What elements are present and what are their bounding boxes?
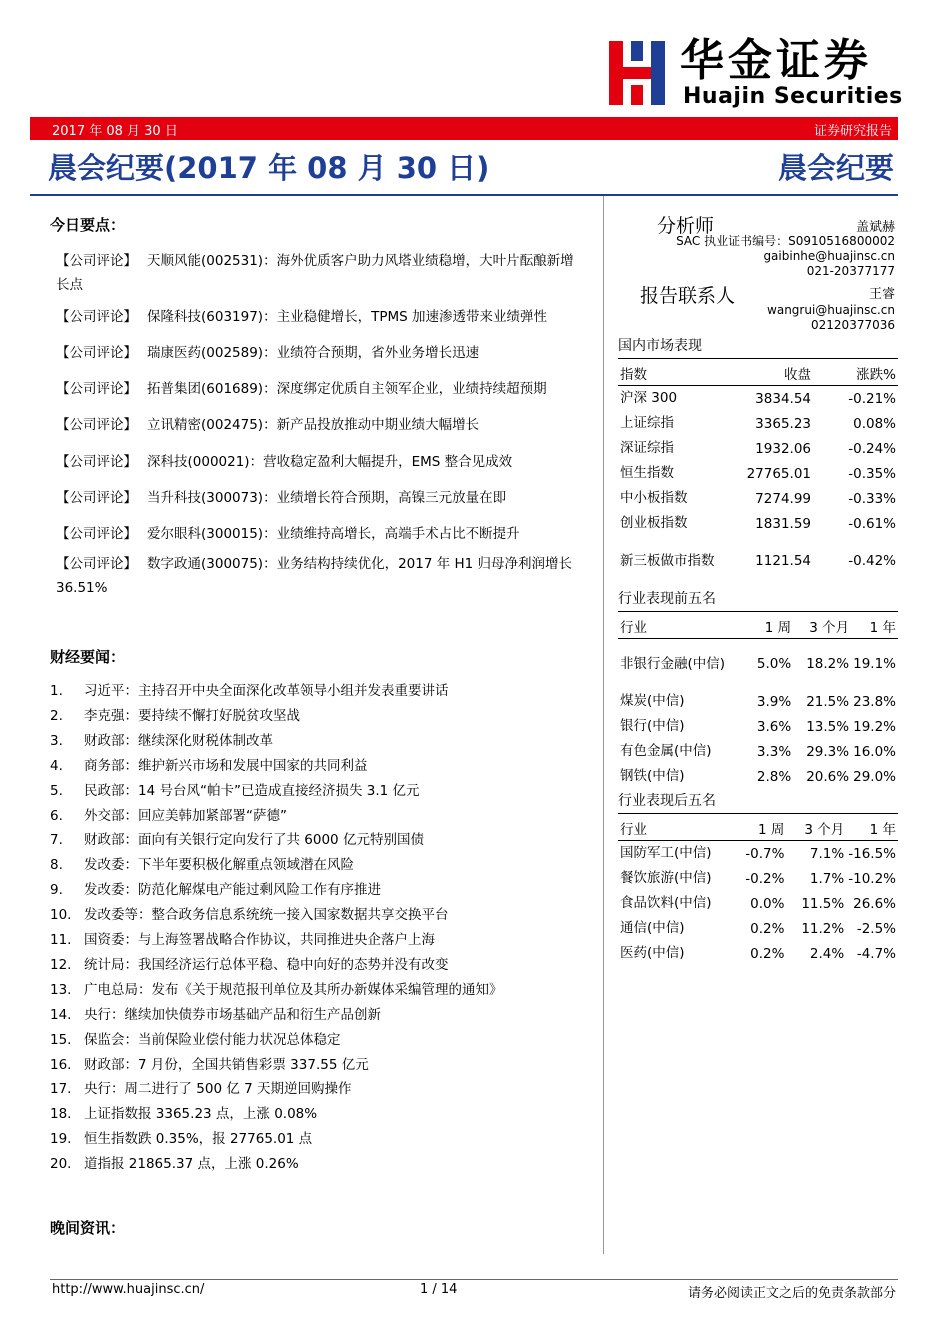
table-cell: 26.6% — [853, 895, 896, 912]
highlight-item — [56, 377, 584, 401]
table-header-cell: 指数 — [618, 360, 733, 386]
analyst-cert: SAC 执业证书编号：S0910516800002 — [676, 234, 895, 248]
industry-bottom-title: 行业表现后五名 — [618, 789, 898, 814]
highlight-item — [56, 249, 584, 297]
table-cell: -0.35% — [848, 465, 896, 482]
table-cell: 13.5% — [806, 718, 850, 735]
highlight-item — [56, 341, 584, 365]
news-number: 20. — [50, 1156, 72, 1173]
highlight-text[interactable]: 天顺风能(002531)：海外优质客户助力风塔业绩稳增，大叶片酝酿新增长点 — [56, 253, 574, 293]
table-cell: 3.3% — [756, 743, 792, 760]
news-item[interactable] — [50, 1102, 317, 1127]
highlight-tag: 【公司评论】 — [56, 417, 137, 433]
table-cell: 有色金属(中信) — [620, 743, 712, 759]
highlight-text[interactable]: 瑞康医药(002589)：业绩符合预期，省外业务增长迅速 — [147, 345, 480, 361]
table-cell: 7274.99 — [755, 490, 811, 507]
table-header-cell: 3 个月 — [786, 815, 846, 841]
highlight-text[interactable]: 立讯精密(002475)：新产品投放推动中期业绩大幅增长 — [147, 417, 480, 433]
table-cell: -0.61% — [848, 515, 896, 532]
table-cell: 19.2% — [853, 718, 896, 735]
table-row — [618, 386, 898, 412]
column-divider — [603, 196, 604, 1254]
analyst-label: 分析师 — [657, 215, 715, 237]
highlight-text[interactable]: 深科技(000021)：营收稳定盈利大幅提升，EMS 整合见成效 — [147, 454, 513, 470]
news-text: 央行：继续加快债券市场基础产品和衍生产品创新 — [84, 1006, 381, 1023]
table-row — [618, 486, 898, 511]
table-cell: 国防军工(中信) — [620, 845, 712, 861]
news-item[interactable] — [50, 828, 424, 853]
news-item[interactable] — [50, 1053, 369, 1078]
contact-label: 报告联系人 — [640, 285, 736, 307]
contact-phone: 02120377036 — [811, 318, 895, 332]
contact-email[interactable]: wangrui@huajinsc.cn — [767, 303, 895, 317]
news-item[interactable] — [50, 978, 503, 1003]
news-item[interactable] — [50, 1127, 312, 1152]
news-item[interactable] — [50, 779, 420, 804]
table-cell: 中小板指数 — [620, 490, 688, 506]
table-cell: 11.5% — [801, 895, 845, 912]
table-cell: 3365.23 — [755, 415, 811, 432]
table-header-row — [618, 613, 898, 639]
table-cell: -0.2% — [745, 870, 785, 887]
table-cell: 20.6% — [806, 768, 850, 785]
news-text: 财政部：7 月份，全国共销售彩票 337.55 亿元 — [84, 1056, 369, 1073]
table-row — [618, 866, 898, 891]
table-cell: 通信(中信) — [620, 920, 685, 936]
table-cell: 23.8% — [853, 693, 896, 710]
table-header-cell: 行业 — [618, 613, 747, 639]
news-text: 央行：周二进行了 500 亿 7 天期逆回购操作 — [84, 1081, 352, 1098]
table-row — [618, 764, 898, 789]
news-number: 8. — [50, 857, 63, 874]
highlight-tag: 【公司评论】 — [56, 454, 137, 470]
news-text: 商务部：维护新兴市场和发展中国家的共同利益 — [84, 757, 368, 774]
table-cell: 食品饮料(中信) — [620, 895, 712, 911]
table-header-cell: 1 周 — [735, 815, 787, 841]
table-row — [618, 511, 898, 536]
highlights-heading: 今日要点： — [50, 216, 126, 234]
highlight-tag: 【公司评论】 — [56, 345, 137, 361]
news-item[interactable] — [50, 1028, 341, 1053]
news-item[interactable] — [50, 1152, 299, 1177]
news-number: 13. — [50, 981, 72, 998]
highlight-item — [56, 486, 584, 510]
table-cell: 1121.54 — [755, 553, 811, 569]
news-text: 上证指数报 3365.23 点，上涨 0.08% — [84, 1106, 318, 1123]
news-item[interactable] — [50, 804, 287, 829]
highlight-item — [56, 450, 584, 474]
table-cell: 新三板做市指数 — [620, 552, 715, 569]
news-number: 4. — [50, 757, 63, 774]
table-header-cell: 涨跌% — [813, 360, 898, 386]
table-row — [618, 639, 898, 690]
table-cell: 0.2% — [750, 945, 785, 962]
table-cell: 11.2% — [801, 920, 845, 937]
table-cell: 1831.59 — [755, 515, 811, 532]
highlight-tag: 【公司评论】 — [56, 309, 137, 325]
table-row — [618, 689, 898, 714]
news-item[interactable] — [50, 853, 354, 878]
table-cell: 0.2% — [750, 920, 785, 937]
highlight-text[interactable]: 拓普集团(601689)：深度绑定优质自主领军企业，业绩持续超预期 — [147, 381, 547, 397]
news-item[interactable] — [50, 903, 449, 928]
highlight-item — [56, 413, 584, 437]
table-row — [618, 941, 898, 966]
report-type: 证券研究报告 — [813, 124, 892, 139]
news-item[interactable] — [50, 878, 381, 903]
table-cell: 银行(中信) — [620, 718, 685, 734]
news-number: 5. — [50, 782, 63, 799]
analyst-name: 盖斌赫 — [855, 220, 895, 235]
table-cell: -10.2% — [848, 870, 896, 887]
table-cell: 1.7% — [809, 870, 845, 887]
date-bar — [30, 117, 898, 140]
contact-name: 王睿 — [868, 287, 895, 302]
news-number: 2. — [50, 707, 63, 724]
news-item[interactable] — [50, 754, 368, 779]
table-cell: 餐饮旅游(中信) — [620, 870, 712, 886]
finance-news-heading: 财经要闻： — [50, 648, 126, 666]
table-header-cell: 1 年 — [851, 613, 898, 639]
highlight-tag: 【公司评论】 — [56, 556, 137, 572]
news-number: 3. — [50, 732, 63, 749]
news-item[interactable] — [50, 953, 449, 978]
highlight-text[interactable]: 数字政通(300075)：业务结构持续优化，2017 年 H1 归母净利润增长 36.51% — [56, 556, 573, 596]
table-cell: 创业板指数 — [620, 515, 688, 531]
logo-chinese-name: 华金证券 — [680, 35, 872, 86]
table-cell: 钢铁(中信) — [620, 768, 685, 784]
table-row — [618, 841, 898, 867]
news-number: 1. — [50, 683, 63, 699]
table-cell: -0.33% — [848, 490, 896, 507]
table-header-cell: 收盘 — [733, 360, 813, 386]
news-text: 统计局：我国经济运行总体平稳、稳中向好的态势并没有改变 — [84, 956, 449, 973]
table-cell: 恒生指数 — [620, 465, 674, 481]
highlight-item — [56, 305, 584, 329]
table-cell: -16.5% — [848, 845, 896, 862]
industry-top-title: 行业表现前五名 — [618, 587, 898, 612]
news-text: 广电总局：发布《关于规范报刊单位及其所办新媒体采编管理的通知》 — [84, 981, 503, 998]
table-row — [618, 436, 898, 461]
table-cell: 医药(中信) — [620, 945, 685, 961]
table-cell: -4.7% — [856, 945, 896, 962]
table-row — [618, 461, 898, 486]
industry-top-table — [618, 613, 898, 789]
table-cell: 上证综指 — [620, 415, 674, 431]
table-cell: 沪深 300 — [620, 390, 678, 406]
news-number: 12. — [50, 956, 72, 973]
news-number: 9. — [50, 882, 63, 899]
news-item[interactable] — [50, 729, 273, 754]
report-date: 2017 年 08 月 30 日 — [52, 124, 178, 139]
highlight-text[interactable]: 当升科技(300073)：业绩增长符合预期，高镍三元放量在即 — [147, 490, 507, 506]
news-text: 恒生指数跌 0.35%，报 27765.01 点 — [84, 1131, 313, 1148]
table-header-row — [618, 360, 898, 386]
analyst-email[interactable]: gaibinhe@huajinsc.cn — [763, 249, 895, 263]
news-item[interactable] — [50, 928, 435, 953]
logo-english-name: Huajin Securities — [683, 84, 903, 109]
page-title-side: 晨会纪要 — [777, 151, 894, 185]
table-cell: 19.1% — [853, 656, 896, 672]
news-text: 国资委：与上海签署战略合作协议，共同推进央企落户上海 — [84, 932, 435, 948]
market-table — [618, 360, 898, 586]
news-text: 财政部：继续深化财税体制改革 — [84, 732, 273, 749]
news-number: 16. — [50, 1056, 72, 1073]
table-cell: 深证综指 — [620, 440, 674, 456]
table-header-cell: 行业 — [618, 815, 735, 841]
table-cell: -0.24% — [848, 440, 896, 457]
news-item[interactable] — [50, 679, 449, 704]
news-number: 17. — [50, 1081, 72, 1098]
table-row — [618, 739, 898, 764]
table-cell: -0.42% — [848, 553, 896, 569]
table-row — [618, 411, 898, 436]
news-text: 发改委：下半年要积极化解重点领域潜在风险 — [84, 857, 354, 874]
news-text: 财政部：面向有关银行定向发行了共 6000 亿元特别国债 — [84, 832, 424, 849]
footer-divider — [50, 1279, 898, 1280]
news-item[interactable] — [50, 1003, 381, 1028]
highlight-tag: 【公司评论】 — [56, 253, 137, 269]
news-number: 15. — [50, 1031, 72, 1048]
highlight-tag: 【公司评论】 — [56, 490, 137, 506]
table-row — [618, 916, 898, 941]
table-cell: 5.0% — [756, 656, 792, 672]
news-number: 18. — [50, 1106, 72, 1123]
highlight-text[interactable]: 保隆科技(603197)：主业稳健增长，TPMS 加速渗透带来业绩弹性 — [147, 309, 547, 325]
table-cell: 21.5% — [806, 693, 850, 710]
news-text: 习近平：主持召开中央全面深化改革领导小组并发表重要讲话 — [84, 683, 449, 699]
news-text: 外交部：回应美韩加紧部署“萨德” — [84, 807, 287, 824]
news-text: 道指报 21865.37 点，上涨 0.26% — [84, 1156, 299, 1173]
news-item[interactable] — [50, 704, 300, 729]
table-cell: 煤炭(中信) — [620, 693, 685, 709]
highlight-text[interactable]: 爱尔眼科(300015)：业绩维持高增长，高端手术占比不断提升 — [147, 526, 520, 542]
market-table-title: 国内市场表现 — [618, 334, 898, 359]
footer-page-number: 1 / 14 — [420, 1282, 458, 1297]
news-text: 保监会：当前保险业偿付能力状况总体稳定 — [84, 1031, 341, 1048]
table-header-cell: 3 个月 — [793, 613, 851, 639]
table-cell: 7.1% — [809, 845, 845, 862]
highlight-item — [56, 522, 584, 546]
table-cell: -0.7% — [745, 845, 785, 862]
news-number: 11. — [50, 932, 72, 948]
table-row — [618, 714, 898, 739]
highlight-tag: 【公司评论】 — [56, 381, 137, 397]
table-cell: -0.21% — [848, 390, 896, 407]
evening-news-heading: 晚间资讯： — [50, 1219, 126, 1237]
table-cell: 3834.54 — [755, 390, 811, 407]
news-number: 10. — [50, 907, 72, 924]
table-cell: 1932.06 — [755, 440, 811, 457]
table-header-cell: 1 周 — [747, 613, 793, 639]
news-text: 民政部：14 号台风“帕卡”已造成直接经济损失 3.1 亿元 — [84, 782, 420, 799]
news-number: 7. — [50, 832, 63, 849]
table-cell: 18.2% — [806, 656, 850, 672]
table-cell: 0.0% — [750, 895, 785, 912]
news-number: 6. — [50, 807, 63, 824]
table-cell: -2.5% — [856, 920, 896, 937]
table-cell: 29.3% — [806, 743, 850, 760]
news-text: 李克强：要持续不懈打好脱贫攻坚战 — [84, 707, 300, 724]
news-number: 19. — [50, 1131, 72, 1148]
news-text: 发改委：防范化解煤电产能过剩风险工作有序推进 — [84, 882, 381, 899]
table-cell: 3.6% — [756, 718, 792, 735]
table-cell: 2.8% — [756, 768, 792, 785]
table-row — [618, 536, 898, 586]
table-cell: 2.4% — [809, 945, 845, 962]
table-cell: 27765.01 — [746, 465, 811, 482]
news-item[interactable] — [50, 1077, 352, 1102]
footer-url[interactable]: http://www.huajinsc.cn/ — [52, 1282, 205, 1297]
table-header-cell: 1 年 — [846, 815, 898, 841]
analyst-phone: 021-20377177 — [806, 264, 895, 278]
industry-bottom-table — [618, 815, 898, 966]
page-title: 晨会纪要(2017 年 08 月 30 日) — [48, 151, 490, 185]
table-cell: 非银行金融(中信) — [620, 655, 726, 672]
table-cell: 16.0% — [853, 743, 896, 760]
news-text: 发改委等：整合政务信息系统统一接入国家数据共享交换平台 — [84, 907, 449, 924]
table-header-row — [618, 815, 898, 841]
highlight-tag: 【公司评论】 — [56, 526, 137, 542]
highlight-item — [56, 552, 584, 600]
table-cell: 0.08% — [853, 415, 896, 432]
table-cell: 29.0% — [853, 768, 896, 785]
news-number: 14. — [50, 1006, 72, 1023]
company-logo-icon — [609, 41, 665, 105]
table-cell: 3.9% — [756, 693, 792, 710]
table-row — [618, 891, 898, 916]
title-bar — [30, 142, 898, 196]
footer-disclaimer: 请务必阅读正文之后的免责条款部分 — [687, 1286, 896, 1301]
